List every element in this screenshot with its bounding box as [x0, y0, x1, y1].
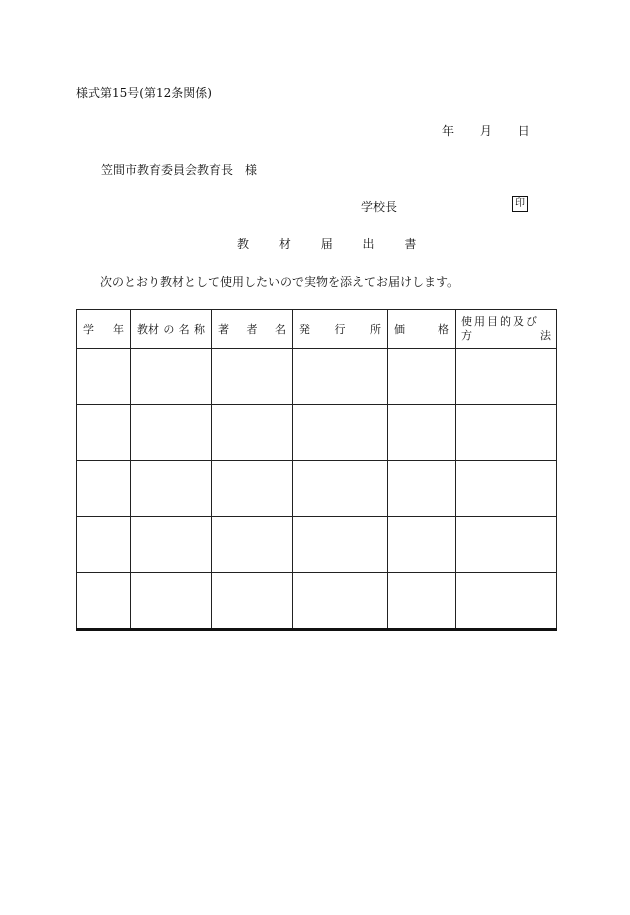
header-char: 名 — [178, 323, 190, 336]
table-cell-grade[interactable] — [77, 405, 131, 461]
table-row — [77, 573, 557, 630]
column-header-purpose — [456, 310, 557, 349]
header-char: 者 — [246, 323, 258, 336]
table-cell-purpose[interactable] — [456, 517, 557, 573]
form-number: 様式第15号(第12条関係) — [76, 86, 212, 100]
principal-label: 学校長 — [361, 200, 398, 214]
table-cell-material-name[interactable] — [131, 517, 212, 573]
header-char: 方 — [461, 329, 472, 342]
table-cell-material-name[interactable] — [131, 573, 212, 630]
table-cell-author[interactable] — [212, 405, 293, 461]
column-header-author — [212, 310, 293, 349]
header-char: 法 — [540, 329, 551, 342]
table-row — [77, 349, 557, 405]
title-char: 出 — [362, 237, 375, 251]
table-cell-author[interactable] — [212, 349, 293, 405]
column-header-price — [388, 310, 456, 349]
table-cell-grade[interactable] — [77, 349, 131, 405]
title-char: 教 — [237, 237, 250, 251]
column-header-publisher — [293, 310, 388, 349]
date-day-label: 日 — [517, 124, 530, 138]
title-char: 書 — [404, 237, 417, 251]
header-char: 行 — [334, 323, 346, 336]
table-row — [77, 405, 557, 461]
header-char: 名 — [275, 323, 286, 336]
table-cell-price[interactable] — [388, 517, 456, 573]
addressee: 笠間市教育委員会教育長 様 — [101, 163, 258, 177]
table-cell-purpose[interactable] — [456, 461, 557, 517]
table-cell-purpose[interactable] — [456, 405, 557, 461]
table-row — [77, 461, 557, 517]
header-char: 所 — [370, 323, 381, 336]
table-cell-purpose[interactable] — [456, 349, 557, 405]
header-char: 価 — [394, 323, 405, 336]
body-text: 次のとおり教材として使用したいので実物を添えてお届けします。 — [100, 275, 460, 289]
header-char: 発 — [299, 323, 310, 336]
table-cell-publisher[interactable] — [293, 517, 388, 573]
column-header-grade — [77, 310, 131, 349]
date-month-label: 月 — [479, 124, 492, 138]
header-char: 教材 — [137, 323, 159, 336]
header-char: の — [163, 323, 175, 336]
table-cell-price[interactable] — [388, 349, 456, 405]
table-cell-purpose[interactable] — [456, 573, 557, 630]
document-title — [237, 235, 416, 252]
table-cell-grade[interactable] — [77, 461, 131, 517]
header-char: 格 — [438, 323, 449, 336]
table-cell-publisher[interactable] — [293, 573, 388, 630]
table-cell-publisher[interactable] — [293, 461, 388, 517]
header-char: 著 — [218, 323, 229, 336]
table-cell-price[interactable] — [388, 405, 456, 461]
seal-mark: 印 — [512, 196, 528, 212]
title-char: 届 — [320, 237, 333, 251]
header-char: 学 — [83, 323, 94, 336]
table-header-row — [77, 310, 557, 349]
date-year-label: 年 — [442, 124, 455, 138]
header-char: 年 — [113, 323, 124, 336]
table-cell-publisher[interactable] — [293, 405, 388, 461]
table-cell-price[interactable] — [388, 573, 456, 630]
table-cell-price[interactable] — [388, 461, 456, 517]
table-cell-author[interactable] — [212, 573, 293, 630]
table-cell-grade[interactable] — [77, 517, 131, 573]
table-cell-author[interactable] — [212, 461, 293, 517]
date-line — [442, 122, 530, 139]
materials-table — [76, 309, 557, 631]
header-char: 称 — [193, 323, 205, 336]
table-cell-grade[interactable] — [77, 573, 131, 630]
table-cell-author[interactable] — [212, 517, 293, 573]
table-cell-material-name[interactable] — [131, 461, 212, 517]
table-cell-publisher[interactable] — [293, 349, 388, 405]
column-header-material-name — [131, 310, 212, 349]
table-cell-material-name[interactable] — [131, 349, 212, 405]
table-cell-material-name[interactable] — [131, 405, 212, 461]
header-line: 使用目的及び — [461, 315, 539, 328]
table-row — [77, 517, 557, 573]
title-char: 材 — [278, 237, 291, 251]
